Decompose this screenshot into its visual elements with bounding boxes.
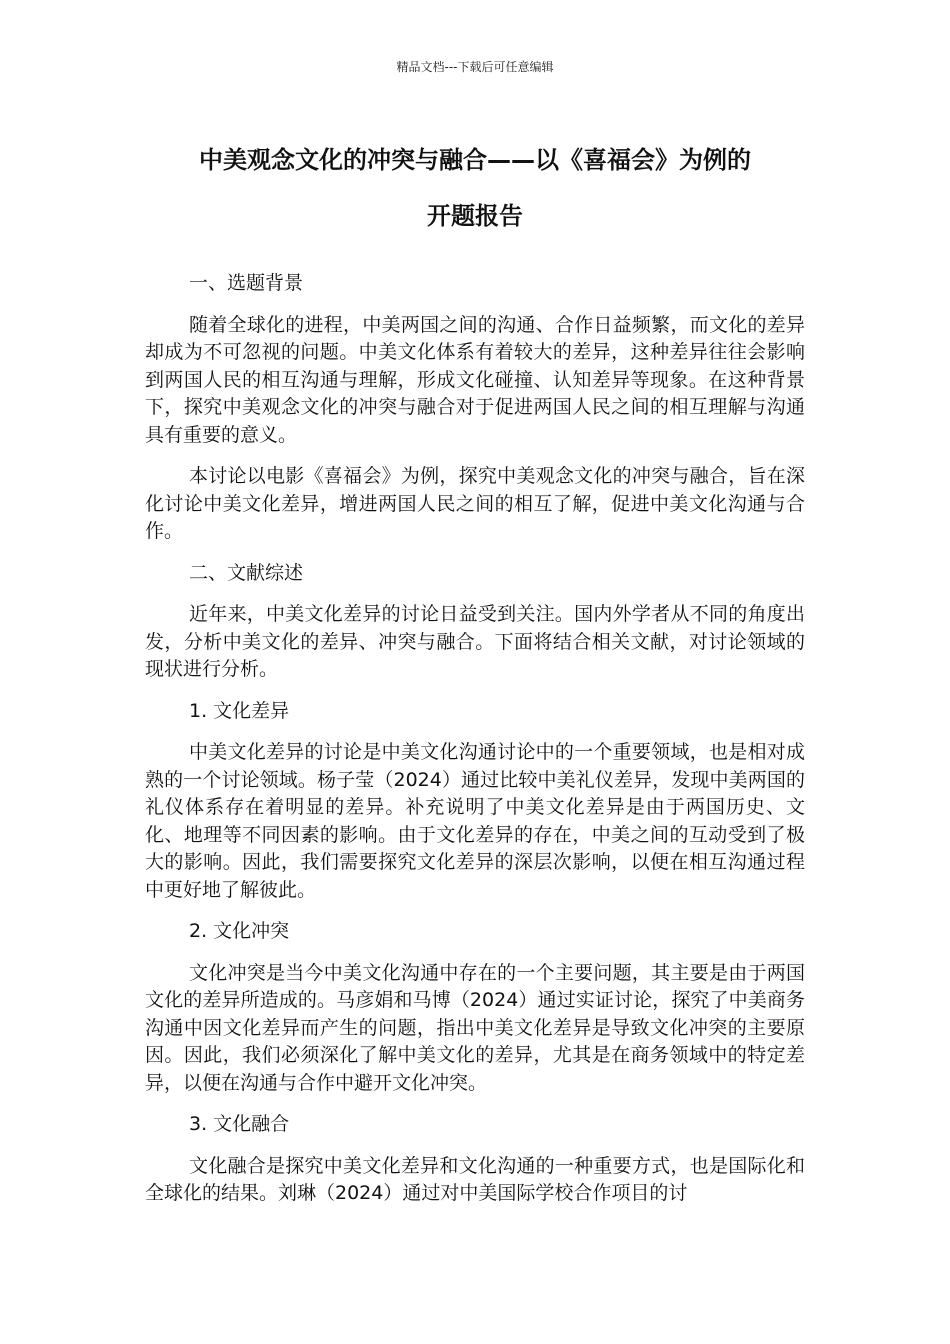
section-heading-literature-review: 二、文献综述 xyxy=(189,561,304,584)
paragraph: 随着全球化的进程，中美两国之间的沟通、合作日益频繁，而文化的差异却成为不可忽视的问题。中美文化体系有着较大的差异，这种差异往往会影响到两国人民的相互沟通与理解，形成文化碰撞、认知差异等现象。在这种背景下，探究中美观念文化的冲突与融合对于促进两国人民之间的相互理解与沟通具有重要的意义。 xyxy=(145,313,805,446)
title-line-2: 开题报告 xyxy=(427,202,523,230)
document-title xyxy=(120,132,830,244)
document-body xyxy=(145,270,805,1222)
section-heading-background: 一、选题背景 xyxy=(189,272,304,294)
title-line-1: 中美观念文化的冲突与融合——以《喜福会》为例的 xyxy=(199,146,751,174)
paragraph: 本讨论以电影《喜福会》为例，探究中美观念文化的冲突与融合，旨在深化讨论中美文化差异，增进两国人民之间的相互了解，促进中美文化沟通与合作。 xyxy=(145,465,805,542)
paragraph: 文化融合是探究中美文化差异和文化沟通的一种重要方式，也是国际化和全球化的结果。刘琳（2024）通过对中美国际学校合作项目的讨 xyxy=(145,1154,805,1204)
header-note: 精品文档---下载后可任意编辑 xyxy=(396,60,554,74)
paragraph: 中美文化差异的讨论是中美文化沟通讨论中的一个重要领域，也是相对成熟的一个讨论领域。杨子莹（2024）通过比较中美礼仪差异，发现中美两国的礼仪体系存在着明显的差异。补充说明了中美文化差异是由于两国历史、文化、地理等不同因素的影响。由于文化差异的存在，中美之间的互动受到了极大的影响。因此，我们需要探究文化差异的深层次影响，以便在相互沟通过程中更好地了解彼此。 xyxy=(145,741,805,901)
paragraph: 近年来，中美文化差异的讨论日益受到关注。国内外学者从不同的角度出发，分析中美文化的差异、冲突与融合。下面将结合相关文献，对讨论领域的现状进行分析。 xyxy=(145,603,805,680)
subheading-cultural-fusion: 3. 文化融合 xyxy=(189,1113,290,1135)
paragraph: 文化冲突是当今中美文化沟通中存在的一个主要问题，其主要是由于两国文化的差异所造成的。马彦娟和马博（2024）通过实证讨论，探究了中美商务沟通中因文化差异而产生的问题，指出中美文化差异是导致文化冲突的主要原因。因此，我们必须深化了解中美文化的差异，尤其是在商务领域中的特定差异，以便在沟通与合作中避开文化冲突。 xyxy=(145,961,805,1094)
subheading-cultural-conflict: 2. 文化冲突 xyxy=(189,920,290,942)
subheading-cultural-difference: 1. 文化差异 xyxy=(189,699,290,722)
